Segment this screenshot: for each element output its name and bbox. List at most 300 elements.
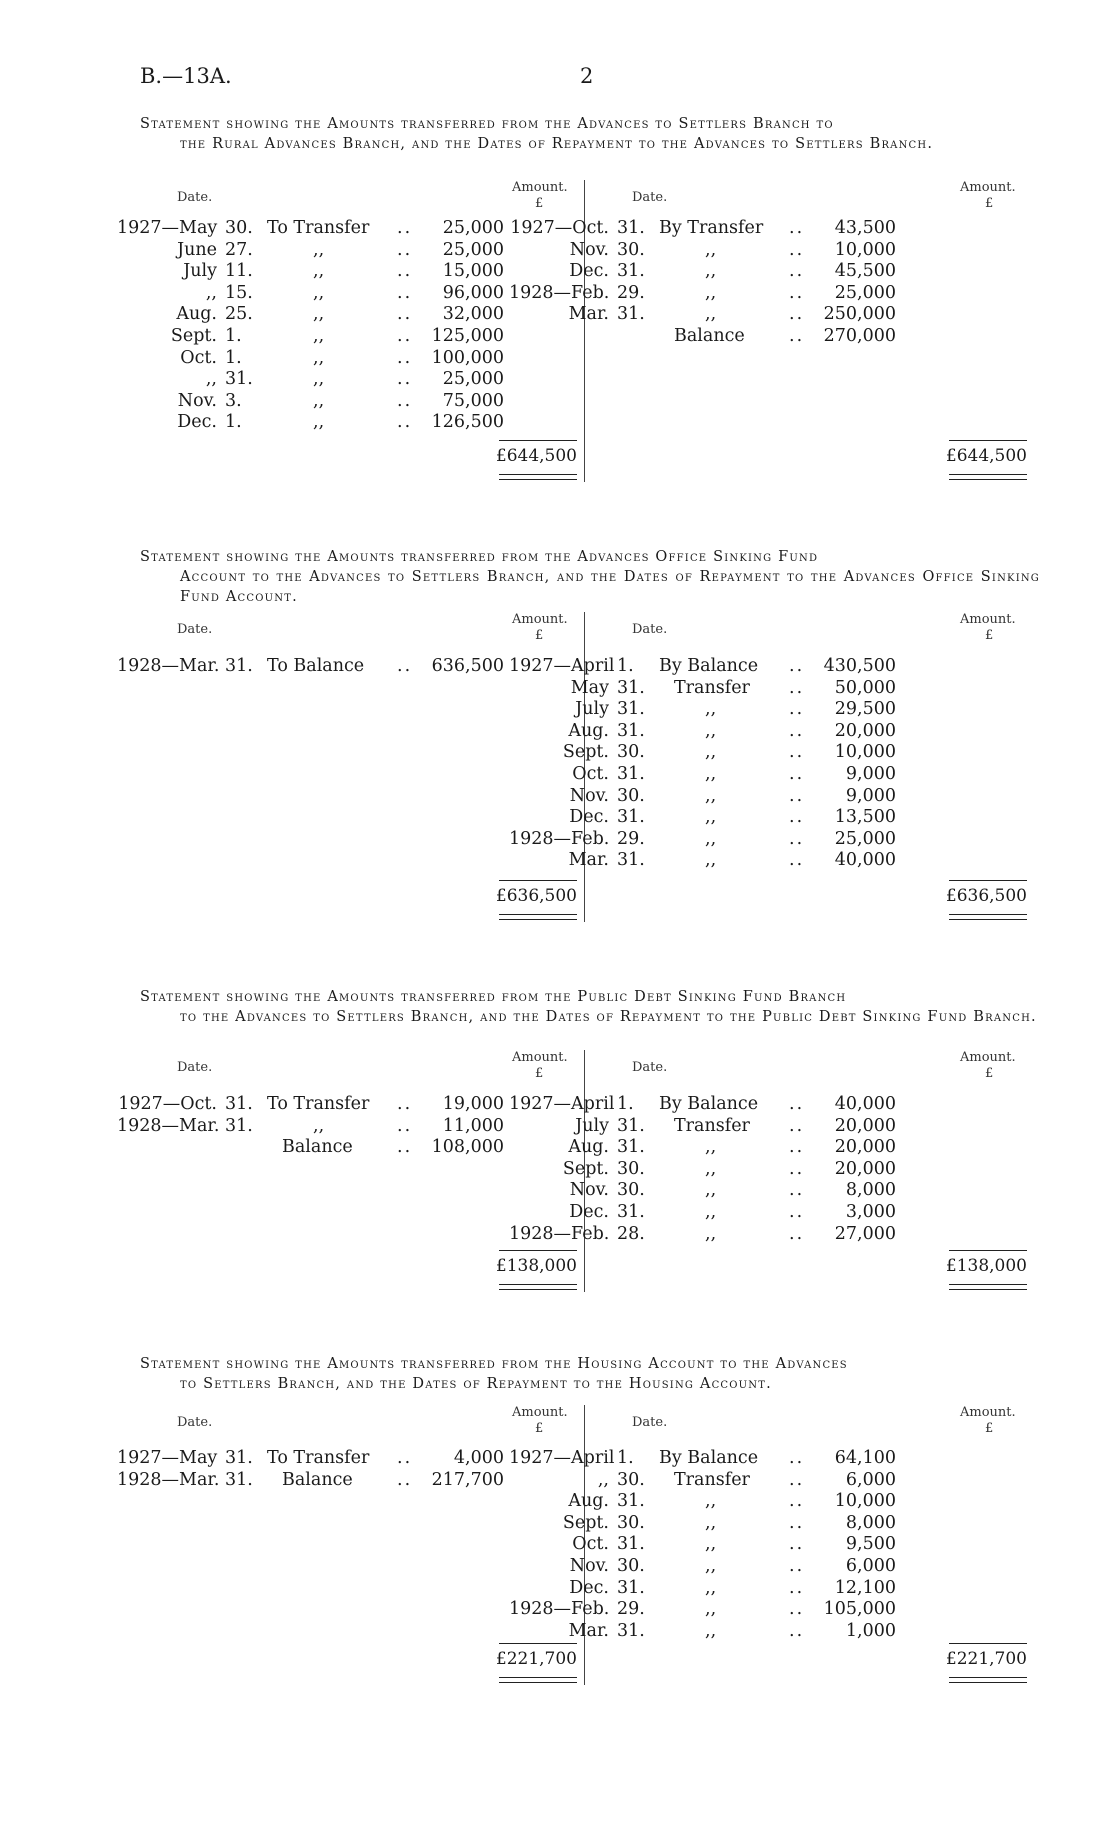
pound-header-right: £ [985,628,994,643]
statement-title-line: Statement showing the Amounts transferred from the Public Debt Sinking Fund Branch [140,989,847,1005]
entry-day: 31. [225,1115,253,1136]
subtotal-rule-left [499,880,577,881]
entry-day: 1. [617,1094,634,1114]
entry-leader-dots: .. [789,785,805,806]
entry-description: ,, [313,1115,325,1136]
ledger-row [117,261,557,282]
ledger-row [509,850,949,871]
ledger-row [117,304,557,325]
entry-description: ,, [705,1223,717,1244]
entry-day: 30. [617,239,645,260]
entry-date: 1927—April [509,656,615,676]
entry-amount: 32,000 [442,304,504,325]
entry-leader-dots: .. [789,1115,805,1136]
entry-description: ,, [705,261,717,282]
entry-day: 30. [617,1180,645,1201]
ledger-row [509,1491,949,1512]
ledger-row [509,1513,949,1534]
entry-amount: 1,000 [845,1620,896,1641]
ledger-row [117,656,557,677]
entry-description: ,, [705,1556,717,1576]
entry-leader-dots: .. [789,304,805,325]
ledger-row [509,742,949,763]
entry-amount: 105,000 [823,1599,896,1620]
entry-date: July [575,1115,609,1136]
entry-amount: 126,500 [431,412,504,433]
ledger-row [509,1180,949,1201]
entry-date: Mar. [568,1620,609,1641]
entry-leader-dots: .. [789,1202,805,1222]
pound-header-left: £ [535,1066,544,1081]
entry-date: 1928—Feb. [509,828,610,849]
entry-description: ,, [705,850,717,871]
pound-header-left: £ [535,628,544,643]
entry-amount: 20,000 [834,720,896,741]
statement-title-continuation: Account to the Advances to Settlers Branch, and the Dates of Repayment to the Advances Office Sinking Fund Account. [180,569,1040,605]
ledger-row [509,1094,949,1115]
entry-date: Dec. [569,261,609,282]
entry-day: 31. [617,1620,645,1641]
entry-date: June [177,239,217,260]
total-left: £636,500 [495,886,577,906]
pound-header-right: £ [985,196,994,211]
page-number: 2 [580,64,594,88]
entry-date: 1928—Feb. [509,282,610,303]
amount-header-right: Amount. [960,180,1016,195]
entry-date: 1928—Feb. [509,1223,610,1244]
entry-date: Mar. [568,850,609,871]
ledger-row [117,369,557,390]
entry-day: 1. [225,347,242,368]
statement-title-continuation: the Rural Advances Branch, and the Dates of Repayment to the Advances to Settlers Branch. [180,136,934,152]
ledger-row [509,1224,949,1245]
entry-description: ,, [705,1599,717,1620]
entry-description: ,, [313,369,325,390]
entry-day: 31. [617,1491,645,1512]
document-reference: B.—13A. [140,64,232,88]
ledger-row [509,240,949,261]
entry-day: 1. [617,656,634,676]
entry-day: 31. [617,699,645,720]
entry-leader-dots: .. [789,1577,805,1598]
date-header-right: Date. [632,622,668,637]
entry-leader-dots: .. [397,1137,413,1158]
entry-leader-dots: .. [789,828,805,849]
entry-day: 30. [617,1469,645,1490]
entry-leader-dots: .. [397,390,413,411]
ledger-row [509,304,949,325]
double-rule-left [499,1677,577,1683]
entry-description: By Balance [659,1448,759,1468]
entry-amount: 20,000 [834,1137,896,1158]
amount-header-right: Amount. [960,1405,1016,1420]
entry-date: Nov. [177,390,217,411]
statement-title-continuation: to the Advances to Settlers Branch, and the Dates of Repayment to the Public Debt Sinking Fund Branch. [180,1009,1037,1025]
entry-amount: 96,000 [442,282,504,303]
date-header-left: Date. [177,622,213,637]
entry-day: 11. [225,261,253,282]
entry-date: 1927—Oct. [510,218,609,238]
entry-date: 1927—April [509,1094,615,1114]
statement-title [140,114,1040,154]
ledger-row [117,283,557,304]
entry-description: ,, [313,239,325,260]
entry-leader-dots: .. [397,1115,413,1136]
entry-leader-dots: .. [397,218,413,238]
entry-day: 31. [617,1202,645,1222]
ledger-row [509,1621,949,1642]
date-header-left: Date. [177,190,213,205]
entry-amount: 6,000 [845,1556,896,1576]
entry-leader-dots: .. [397,412,413,433]
entry-amount: 100,000 [431,347,504,368]
total-right: £221,700 [945,1649,1027,1669]
ledger-row [509,1556,949,1577]
entry-day: 31. [617,1577,645,1598]
entry-leader-dots: .. [789,1512,805,1533]
entry-date: Oct. [180,347,217,368]
entry-leader-dots: .. [789,261,805,282]
entry-day: 30. [225,218,253,238]
entry-leader-dots: .. [789,1223,805,1244]
entry-day: 1. [617,1448,634,1468]
entry-leader-dots: .. [789,720,805,741]
total-left: £138,000 [495,1256,577,1276]
ledger-row [509,1470,949,1491]
entry-amount: 40,000 [834,850,896,871]
ledger-row [509,1534,949,1555]
ledger-row [509,1116,949,1137]
entry-description: ,, [705,239,717,260]
entry-day: 31. [617,1137,645,1158]
entry-amount: 20,000 [834,1158,896,1179]
ledger-row [509,721,949,742]
entry-date: 1928—Mar. [117,656,220,676]
entry-description: ,, [313,261,325,282]
entry-leader-dots: .. [789,1534,805,1555]
entry-amount: 9,000 [845,785,896,806]
entry-leader-dots: .. [789,1469,805,1490]
entry-description: ,, [313,282,325,303]
entry-leader-dots: .. [789,1448,805,1468]
entry-description: Transfer [674,1115,750,1136]
entry-description: ,, [705,785,717,806]
entry-description: ,, [705,742,717,763]
entry-date: Aug. [176,304,217,325]
entry-description: ,, [705,304,717,325]
ledger-row [117,240,557,261]
entry-leader-dots: .. [789,850,805,871]
subtotal-rule-right [949,1250,1027,1251]
statement-title-line: Statement showing the Amounts transferred from the Advances Office Sinking Fund [140,549,819,565]
ledger-row [117,1137,557,1158]
total-left: £644,500 [495,446,577,466]
entry-day: 31. [617,1115,645,1136]
entry-description: ,, [313,304,325,325]
entry-day: 25. [225,304,253,325]
ledger-row [509,1599,949,1620]
amount-header-left: Amount. [512,612,568,627]
ledger-row [509,1578,949,1599]
entry-leader-dots: .. [789,807,805,828]
statement-title-line: Statement showing the Amounts transferred from the Housing Account to the Advances [140,1356,848,1372]
entry-day: 1. [225,326,242,346]
ledger-row [509,699,949,720]
entry-description: By Transfer [659,218,764,238]
entry-description: Balance [674,326,745,346]
entry-date: Oct. [572,764,609,784]
entry-description: Balance [282,1137,353,1158]
entry-leader-dots: .. [397,1094,413,1114]
entry-date: July [183,261,217,282]
entry-day: 3. [225,390,242,411]
entry-description: ,, [705,1512,717,1533]
subtotal-rule-right [949,1643,1027,1644]
entry-amount: 270,000 [823,326,896,346]
subtotal-rule-right [949,440,1027,441]
ledger-row [509,656,949,677]
entry-leader-dots: .. [397,326,413,346]
entry-amount: 15,000 [442,261,504,282]
entry-amount: 29,500 [834,699,896,720]
entry-amount: 12,100 [834,1577,896,1598]
entry-description: ,, [313,412,325,433]
entry-day: 31. [617,720,645,741]
entry-description: Transfer [674,1469,750,1490]
entry-description: ,, [705,699,717,720]
date-header-left: Date. [177,1415,213,1430]
entry-day: 30. [617,742,645,763]
entry-amount: 4,000 [453,1448,504,1468]
entry-description: ,, [705,1137,717,1158]
entry-day: 29. [617,828,645,849]
entry-amount: 636,500 [431,656,504,676]
statement-title [140,987,1040,1027]
entry-description: ,, [705,1158,717,1179]
entry-day: 31. [225,1448,253,1468]
ledger-row [509,283,949,304]
ledger-row [509,807,949,828]
entry-description: ,, [313,347,325,368]
pound-header-right: £ [985,1421,994,1436]
entry-day: 31. [225,1094,253,1114]
date-header-right: Date. [632,190,668,205]
entry-amount: 6,000 [845,1469,896,1490]
ledger-row [117,1470,557,1491]
entry-leader-dots: .. [397,239,413,260]
entry-leader-dots: .. [789,656,805,676]
entry-leader-dots: .. [789,1158,805,1179]
entry-amount: 75,000 [442,390,504,411]
entry-day: 31. [617,807,645,828]
entry-description: ,, [705,1620,717,1641]
entry-leader-dots: .. [397,1469,413,1490]
entry-description: By Balance [659,656,759,676]
ledger-row [509,326,949,347]
entry-day: 31. [225,656,253,676]
ledger-row [509,786,949,807]
entry-date: Dec. [569,1202,609,1222]
entry-description: By Balance [659,1094,759,1114]
entry-date: 1928—Mar. [117,1469,220,1490]
entry-date: Nov. [569,239,609,260]
entry-amount: 25,000 [442,239,504,260]
ledger-row [509,261,949,282]
ledger-row [509,764,949,785]
entry-day: 27. [225,239,253,260]
date-header-left: Date. [177,1060,213,1075]
entry-date: Aug. [568,1137,609,1158]
entry-amount: 45,500 [834,261,896,282]
ledger-row [117,391,557,412]
entry-day: 31. [617,1534,645,1555]
amount-header-left: Amount. [512,1405,568,1420]
entry-amount: 25,000 [834,282,896,303]
entry-date: 1927—May [117,1448,218,1468]
entry-date: Sept. [170,326,217,346]
ledger-row [509,1159,949,1180]
entry-date: Mar. [568,304,609,325]
total-left: £221,700 [495,1649,577,1669]
entry-date: Sept. [562,1158,609,1179]
entry-description: To Transfer [267,218,370,238]
entry-amount: 20,000 [834,1115,896,1136]
subtotal-rule-left [499,1643,577,1644]
entry-day: 31. [225,369,253,390]
double-rule-right [949,1677,1027,1683]
entry-leader-dots: .. [397,656,413,676]
entry-amount: 25,000 [442,218,504,238]
entry-leader-dots: .. [789,239,805,260]
entry-leader-dots: .. [397,261,413,282]
entry-leader-dots: .. [789,1599,805,1620]
entry-description: To Balance [267,656,365,676]
amount-header-left: Amount. [512,1050,568,1065]
total-right: £636,500 [945,886,1027,906]
entry-leader-dots: .. [789,218,805,238]
ledger-row [117,326,557,347]
entry-amount: 9,000 [845,764,896,784]
entry-leader-dots: .. [789,1620,805,1641]
entry-date: 1927—Oct. [118,1094,217,1114]
entry-amount: 8,000 [845,1512,896,1533]
ledger-row [509,218,949,239]
entry-day: 30. [617,1512,645,1533]
amount-header-left: Amount. [512,180,568,195]
entry-amount: 11,000 [442,1115,504,1136]
pound-header-right: £ [985,1066,994,1081]
entry-amount: 10,000 [834,239,896,260]
ledger-row [509,1448,949,1469]
entry-day: 30. [617,1158,645,1179]
entry-leader-dots: .. [789,742,805,763]
entry-leader-dots: .. [397,282,413,303]
entry-description: ,, [313,326,325,346]
double-rule-left [499,474,577,480]
entry-amount: 50,000 [834,677,896,698]
entry-date: Sept. [562,1512,609,1533]
statement-title [140,547,1040,607]
date-header-right: Date. [632,1415,668,1430]
entry-date: ,, [205,282,217,303]
entry-date: Aug. [568,1491,609,1512]
entry-leader-dots: .. [789,699,805,720]
entry-leader-dots: .. [397,304,413,325]
ledger-row [509,678,949,699]
entry-day: 29. [617,1599,645,1620]
entry-date: ,, [205,369,217,390]
amount-header-right: Amount. [960,612,1016,627]
entry-amount: 8,000 [845,1180,896,1201]
double-rule-left [499,914,577,920]
entry-amount: 10,000 [834,742,896,763]
entry-amount: 27,000 [834,1223,896,1244]
pound-header-left: £ [535,196,544,211]
entry-description: ,, [705,282,717,303]
entry-day: 31. [617,304,645,325]
entry-date: 1927—April [509,1448,615,1468]
double-rule-left [499,1284,577,1290]
entry-date: Oct. [572,1534,609,1555]
entry-amount: 43,500 [834,218,896,238]
entry-date: Dec. [569,807,609,828]
ledger-row [509,829,949,850]
entry-leader-dots: .. [789,1556,805,1576]
statement-title-line: Statement showing the Amounts transferred from the Advances to Settlers Branch to [140,116,834,132]
entry-date: Sept. [562,742,609,763]
statement-title-continuation: to Settlers Branch, and the Dates of Repayment to the Housing Account. [180,1376,772,1392]
ledger-row [117,1116,557,1137]
entry-leader-dots: .. [789,326,805,346]
entry-amount: 64,100 [834,1448,896,1468]
ledger-row [117,218,557,239]
entry-amount: 430,500 [823,656,896,676]
total-right: £138,000 [945,1256,1027,1276]
entry-description: To Transfer [267,1448,370,1468]
entry-leader-dots: .. [789,1180,805,1201]
entry-amount: 13,500 [834,807,896,828]
entry-amount: 9,500 [845,1534,896,1555]
entry-day: 30. [617,785,645,806]
double-rule-right [949,1284,1027,1290]
subtotal-rule-right [949,880,1027,881]
entry-amount: 40,000 [834,1094,896,1114]
ledger-row [509,1137,949,1158]
entry-leader-dots: .. [789,1491,805,1512]
entry-date: 1928—Mar. [117,1115,220,1136]
entry-amount: 217,700 [431,1469,504,1490]
pound-header-left: £ [535,1421,544,1436]
entry-day: 31. [617,261,645,282]
entry-description: Balance [282,1469,353,1490]
entry-day: 30. [617,1556,645,1576]
amount-header-right: Amount. [960,1050,1016,1065]
ledger-row [117,348,557,369]
entry-amount: 250,000 [823,304,896,325]
entry-day: 1. [225,412,242,433]
entry-date: July [575,699,609,720]
ledger-row [509,1202,949,1223]
entry-amount: 125,000 [431,326,504,346]
entry-amount: 10,000 [834,1491,896,1512]
entry-amount: 3,000 [845,1202,896,1222]
entry-day: 31. [617,764,645,784]
entry-day: 15. [225,282,253,303]
entry-amount: 108,000 [431,1137,504,1158]
entry-day: 31. [617,218,645,238]
entry-date: May [570,677,609,698]
subtotal-rule-left [499,1250,577,1251]
